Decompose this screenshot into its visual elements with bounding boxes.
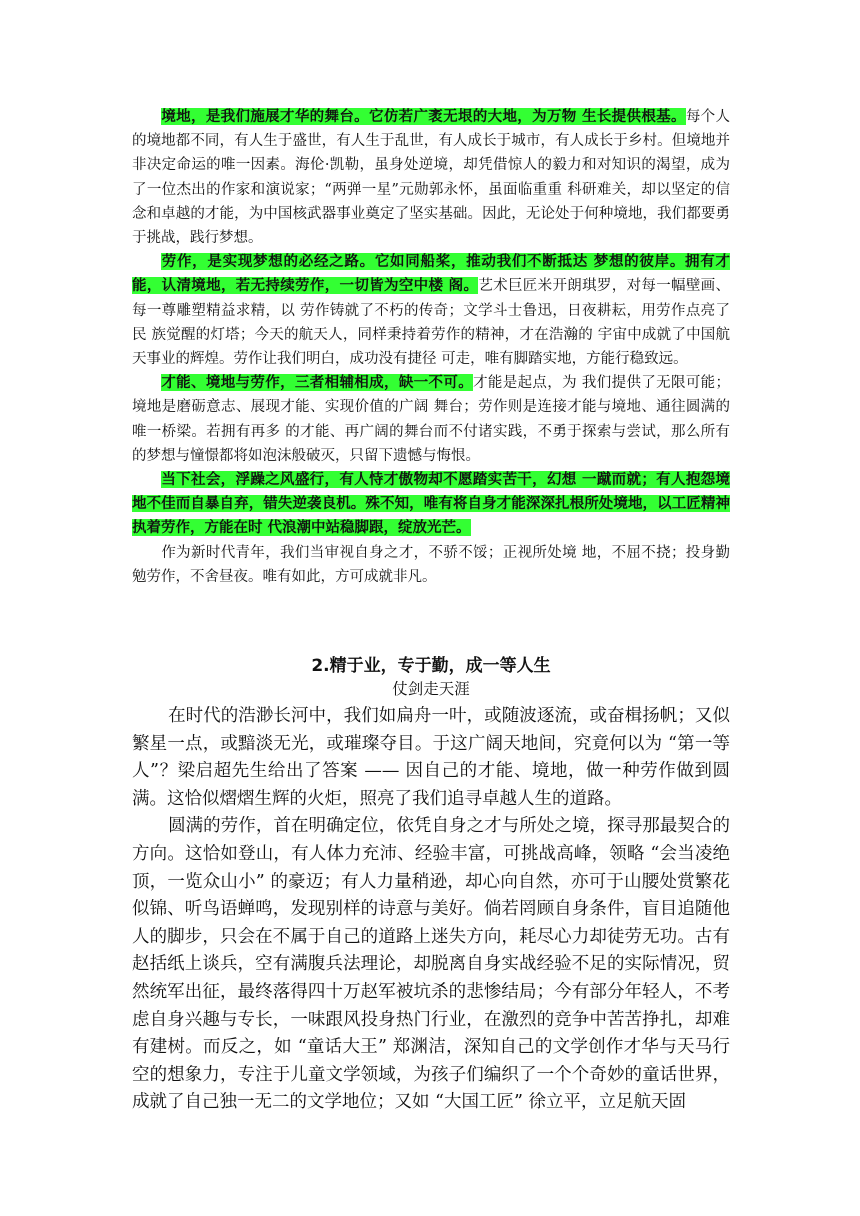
section-title: 2.精于业，专于勤，成一等人生 [311, 656, 551, 676]
paragraph-text: 作为新时代青年，我们当审视自身之才，不骄不馁；正视所处境 地，不屈不挠；投身勤勉劳作，不舍昼夜。唯有如此，方可成就非凡。 [132, 544, 730, 585]
paragraph [132, 541, 730, 589]
paragraph [132, 371, 730, 468]
paragraph-text: 才能是起点，为 我们提供了无限可能；境地是磨砺意志、展现才能、实现价值的广阔 舞台；劳作则是连接才能与境地、通往圆满的唯一桥梁。若拥有再多 的才能、再广阔的舞台而不付诸实践，不勇于探索与尝试，那么所有 的梦想与憧憬都将如泡沫般破灭，只留下遗憾与悔恨。 [132, 375, 731, 464]
paragraph [132, 105, 730, 250]
paragraph [132, 468, 730, 541]
highlighted-sentence: 当下社会，浮躁之风盛行，有人恃才傲物却不愿踏实苦干，幻想 一蹴而就；有人抱怨境地不佳而自暴自弃，错失逆袭良机。殊不知，唯有将自身才能深深扎根所处境地，以工匠精神执着劳作，方能在时 代浪潮中站稳脚跟，绽放光芒。 [132, 471, 730, 537]
essay-part-2 [132, 703, 730, 1117]
highlighted-sentence: 才能、境地与劳作，三者相辅相成，缺一不可。 [161, 374, 474, 392]
paragraph-text: 艺术巨匠米开朗琪罗，对每一幅壁画、每一尊雕塑精益求精，以 劳作铸就了不朽的传奇；文学斗士鲁迅，日夜耕耘，用劳作点亮了民 族觉醒的灯塔；今天的航天人，同样秉持着劳作的精神，才在浩瀚的 宇宙中成就了中国航天事业的辉煌。劳作让我们明白，成功没有捷径 可走，唯有脚踏实地，方能行稳致远。 [132, 278, 731, 368]
paragraph [132, 250, 730, 371]
paragraph [132, 703, 730, 813]
paragraph-text: 在时代的浩渺长河中，我们如扁舟一叶，或随波逐流，或奋楫扬帆；又似繁星一点，或黯淡无光，或璀璨夺目。于这广阔天地间，究竟何以为 “第一等人”？梁启超先生给出了答案 —— 因自己的才能、境地，做一种劳作做到圆满。这恰似熠熠生辉的火炬，照亮了我们追寻卓越人生的道路。 [132, 706, 730, 809]
author-name: 仗剑走天涯 [392, 680, 470, 698]
highlighted-sentence: 境地，是我们施展才华的舞台。它仿若广袤无垠的大地，为万物 生长提供根基。 [161, 108, 686, 125]
paragraph-text: 圆满的劳作，首在明确定位，依凭自身之才与所处之境，探寻那最契合的方向。这恰如登山，有人体力充沛、经验丰富，可挑战高峰，领略 “会当凌绝顶，一览众山小” 的豪迈；有人力量稍逊，却心向自然，亦可于山腰处赏繁花似锦、听鸟语蝉鸣，发现别样的诗意与美好。倘若罔顾自身条件，盲目追随他人的脚步，只会在不属于自己的道路上迷失方向，耗尽心力却徒劳无功。古有赵括纸上谈兵，空有满腹兵法理论，却脱离自身实战经验不足的实际情况，贸然统军出征，最终落得四十万赵军被坑杀的悲惨结局；今有部分年轻人，不考虑自身兴趣与专长，一味跟风投身热门行业，在激烈的竞争中苦苦挣扎，却难有建树。而反之，如 “童话大王” 郑渊洁，深知自己的文学创作才华与天马行空的想象力，专注于儿童文学领域，为孩子们编织了一个个奇妙的童话世界，成就了自己独一无二的文学地位；又如 “大国工匠” 徐立平，立足航天固 [132, 816, 730, 1113]
paragraph-text: 每个人的境地都不同，有人生于盛世，有人生于乱世，有人成长于城市，有人成长于乡村。但境地并非决定命运的唯一因素。海伦·凯勒，虽身处逆境，却凭借惊人的毅力和对知识的渴望，成为 了一位杰出的作家和演说家；“两弹一星”元勋郭永怀，虽面临重重 科研难关，却以坚定的信念和卓越的才能，为中国核武器事业奠定了坚实基础。因此，无论处于何种境地，我们都要勇于挑战，践行梦想。 [132, 109, 731, 247]
paragraph [132, 813, 730, 1117]
essay-part-1 [132, 105, 730, 589]
highlighted-sentence: 劳作，是实现梦想的必经之路。它如同船桨，推动我们不断抵达 梦想的彼岸。拥有才能，认清境地，若无持续劳作，一切皆为空中楼 阁。 [132, 253, 730, 295]
